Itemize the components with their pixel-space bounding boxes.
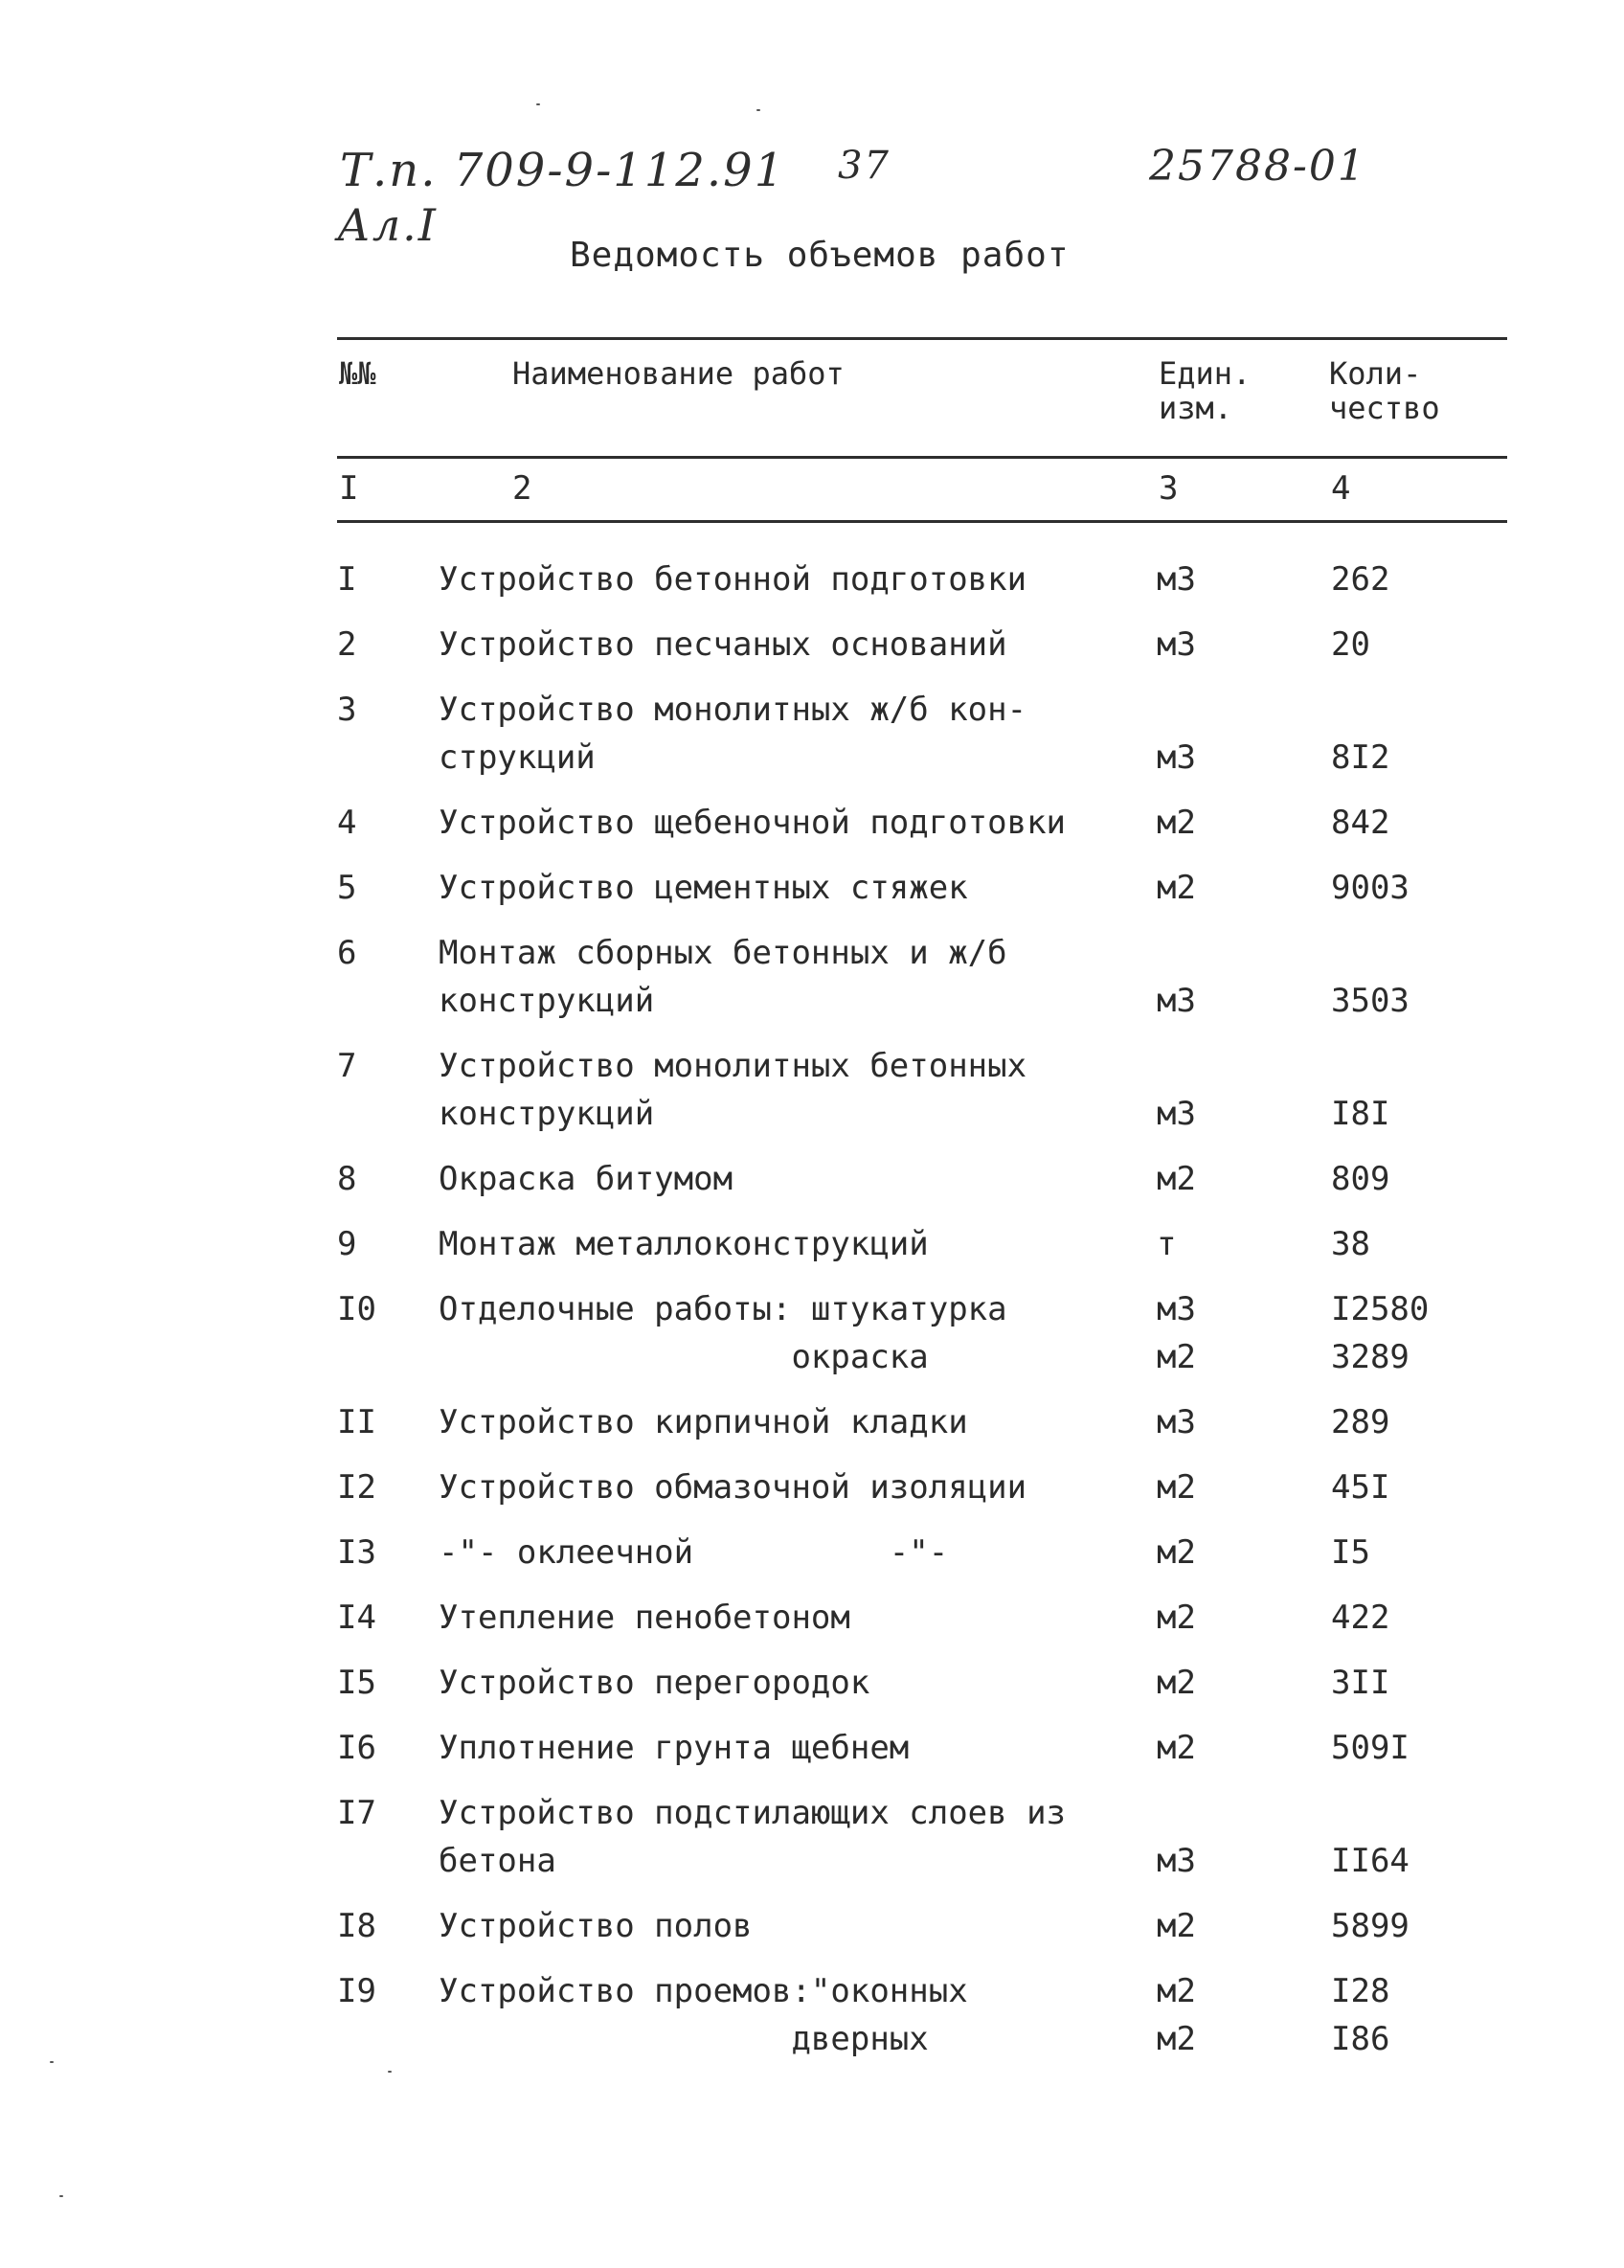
- work-name: [439, 1659, 1128, 1707]
- row-number: 3: [337, 691, 357, 729]
- column-number-2: 2: [512, 469, 532, 508]
- quantity-cell: [1331, 1659, 1522, 1707]
- unit-cell: [1157, 1529, 1281, 1576]
- quantity-cell: [1331, 1463, 1522, 1511]
- table-row: [0, 556, 1624, 603]
- quantity-value: 38: [1331, 1225, 1370, 1263]
- work-name: [439, 1789, 1128, 1885]
- unit-cell: [1157, 556, 1281, 603]
- quantity-value: 842: [1331, 804, 1390, 842]
- unit-value: м3: [1157, 1403, 1196, 1441]
- column-number-4: 4: [1331, 469, 1351, 508]
- work-name-line: Устройство песчаных оснований: [439, 625, 1007, 664]
- row-number: 2: [337, 625, 357, 664]
- work-name-line: Устройство перегородок: [439, 1664, 870, 1702]
- quantity-cell: [1331, 1724, 1522, 1772]
- table-row: [0, 1902, 1624, 1950]
- row-number: I5: [337, 1664, 376, 1702]
- unit-cell: [1157, 864, 1281, 912]
- quantity-value: 262: [1331, 560, 1390, 599]
- work-name-line: Монтаж сборных бетонных и ж/б: [439, 934, 1007, 972]
- table-row: [0, 1789, 1624, 1885]
- quantity-cell: [1331, 977, 1522, 1025]
- table-row: [0, 686, 1624, 782]
- quantity-cell: [1331, 1902, 1522, 1950]
- inventory-number: 25788-01: [1149, 142, 1366, 191]
- table-row: [0, 1529, 1624, 1576]
- table-row: [0, 1155, 1624, 1203]
- quantity-value: 422: [1331, 1599, 1390, 1637]
- quantity-cell: [1331, 1220, 1522, 1268]
- unit-cell: [1157, 1659, 1281, 1707]
- table-header-rule: [337, 456, 1507, 459]
- work-name: [439, 929, 1128, 1025]
- work-name-line: струкций: [439, 738, 596, 777]
- work-name-line: Устройство полов: [439, 1907, 753, 1945]
- table-row: [0, 1967, 1624, 2063]
- quantity-value: 3II: [1331, 1664, 1390, 1702]
- header-qty: [1329, 356, 1440, 425]
- work-name: [439, 1285, 1128, 1381]
- quantity-value: 5899: [1331, 1907, 1410, 1945]
- row-number: 9: [337, 1225, 357, 1263]
- work-name-line: дверных: [439, 2020, 929, 2058]
- row-number: I8: [337, 1907, 376, 1945]
- table-row: [0, 864, 1624, 912]
- quantity-cell: [1331, 799, 1522, 847]
- quantity-value: I2580: [1331, 1290, 1430, 1328]
- table-row: [0, 1220, 1624, 1268]
- row-number: 4: [337, 804, 357, 842]
- header-num: №№: [339, 355, 376, 392]
- table-row: [0, 1398, 1624, 1446]
- quantity-value: 509I: [1331, 1729, 1410, 1767]
- unit-cell: [1157, 734, 1281, 782]
- table-row: [0, 1659, 1624, 1707]
- quantity-value: 3289: [1331, 1338, 1410, 1376]
- work-name: [439, 1155, 1128, 1203]
- table-row: [0, 1285, 1624, 1381]
- scan-speck: [536, 103, 540, 105]
- work-name-line: -"- оклеечной -"-: [439, 1533, 949, 1572]
- quantity-value: 8I2: [1331, 738, 1390, 777]
- header-name: Наименование работ: [512, 355, 845, 392]
- work-name-line: Устройство монолитных бетонных: [439, 1047, 1027, 1085]
- table-row: [0, 1594, 1624, 1642]
- unit-cell: [1157, 1155, 1281, 1203]
- header-qty-line1: Коли-: [1329, 355, 1422, 392]
- header-unit-line2: изм.: [1159, 390, 1233, 426]
- quantity-cell: [1331, 1090, 1522, 1138]
- work-name: [439, 1594, 1128, 1642]
- table-column-number-rule: [337, 520, 1507, 523]
- sheet-number: 37: [838, 144, 891, 188]
- unit-cell: [1157, 1594, 1281, 1642]
- work-name: [439, 864, 1128, 912]
- work-name: [439, 1902, 1128, 1950]
- quantity-value: 809: [1331, 1160, 1390, 1198]
- unit-cell: [1157, 1967, 1281, 2063]
- table-body: [0, 556, 1624, 2080]
- unit-cell: [1157, 1837, 1281, 1885]
- unit-value: м2: [1157, 869, 1196, 907]
- quantity-cell: [1331, 1529, 1522, 1576]
- work-name: [439, 621, 1128, 669]
- row-number: I2: [337, 1468, 376, 1507]
- unit-cell: [1157, 1090, 1281, 1138]
- project-code: Т.п. 709-9-112.91: [340, 144, 786, 197]
- row-number: 7: [337, 1047, 357, 1085]
- unit-value: м2: [1157, 1729, 1196, 1767]
- work-name-line: конструкций: [439, 1095, 655, 1133]
- unit-cell: [1157, 1902, 1281, 1950]
- unit-value: м2: [1157, 1338, 1196, 1376]
- unit-cell: [1157, 1398, 1281, 1446]
- quantity-value: 20: [1331, 625, 1370, 664]
- table-row: [0, 799, 1624, 847]
- work-name: [439, 556, 1128, 603]
- work-name: [439, 686, 1128, 782]
- unit-cell: [1157, 1285, 1281, 1381]
- work-name-line: Уплотнение грунта щебнем: [439, 1729, 910, 1767]
- album-label: Ал.I: [337, 199, 438, 251]
- quantity-cell: [1331, 1285, 1522, 1381]
- work-name: [439, 1463, 1128, 1511]
- unit-cell: [1157, 1724, 1281, 1772]
- scan-speck: [50, 2061, 54, 2063]
- table-row: [0, 1724, 1624, 1772]
- work-name-line: Утепление пенобетоном: [439, 1599, 850, 1637]
- unit-value: м3: [1157, 738, 1196, 777]
- work-name: [439, 799, 1128, 847]
- row-number: II: [337, 1403, 376, 1441]
- quantity-cell: [1331, 734, 1522, 782]
- unit-value: м3: [1157, 1842, 1196, 1880]
- document-title: Ведомость объемов работ: [570, 236, 1070, 275]
- header-unit: [1159, 356, 1251, 425]
- quantity-value: 45I: [1331, 1468, 1390, 1507]
- unit-value: м2: [1157, 1533, 1196, 1572]
- work-name-line: Устройство обмазочной изоляции: [439, 1468, 1027, 1507]
- work-name-line: Устройство цементных стяжек: [439, 869, 968, 907]
- quantity-cell: [1331, 1155, 1522, 1203]
- work-name-line: окраска: [439, 1338, 929, 1376]
- row-number: I4: [337, 1599, 376, 1637]
- quantity-value: I5: [1331, 1533, 1370, 1572]
- unit-value: м2: [1157, 1468, 1196, 1507]
- unit-value: м2: [1157, 804, 1196, 842]
- unit-value: м2: [1157, 1599, 1196, 1637]
- table-top-rule: [337, 337, 1507, 340]
- quantity-value: I28: [1331, 1972, 1390, 2010]
- quantity-cell: [1331, 1398, 1522, 1446]
- unit-value: м3: [1157, 560, 1196, 599]
- row-number: 8: [337, 1160, 357, 1198]
- quantity-value: 9003: [1331, 869, 1410, 907]
- unit-cell: [1157, 977, 1281, 1025]
- table-row: [0, 1042, 1624, 1138]
- quantity-value: 3503: [1331, 982, 1410, 1020]
- work-name: [439, 1398, 1128, 1446]
- row-number: 5: [337, 869, 357, 907]
- unit-cell: [1157, 1220, 1281, 1268]
- work-name: [439, 1529, 1128, 1576]
- unit-value: т: [1157, 1225, 1177, 1263]
- row-number: I3: [337, 1533, 376, 1572]
- work-name-line: Отделочные работы: штукатурка: [439, 1290, 1007, 1328]
- unit-value: м3: [1157, 982, 1196, 1020]
- unit-value: м2: [1157, 1160, 1196, 1198]
- quantity-value: I8I: [1331, 1095, 1390, 1133]
- quantity-cell: [1331, 621, 1522, 669]
- unit-cell: [1157, 1463, 1281, 1511]
- quantity-cell: [1331, 864, 1522, 912]
- unit-cell: [1157, 799, 1281, 847]
- column-number-1: I: [339, 469, 359, 508]
- header-unit-line1: Един.: [1159, 355, 1252, 392]
- row-number: I7: [337, 1794, 376, 1832]
- scan-speck: [59, 2195, 63, 2197]
- quantity-cell: [1331, 556, 1522, 603]
- row-number: I6: [337, 1729, 376, 1767]
- work-name: [439, 1042, 1128, 1138]
- scan-speck: [756, 109, 760, 111]
- quantity-value: I86: [1331, 2020, 1390, 2058]
- table-row: [0, 621, 1624, 669]
- work-name-line: Окраска битумом: [439, 1160, 733, 1198]
- unit-value: м2: [1157, 2020, 1196, 2058]
- work-name-line: Монтаж металлоконструкций: [439, 1225, 929, 1263]
- work-name-line: Устройство монолитных ж/б кон-: [439, 691, 1027, 729]
- table-row: [0, 1463, 1624, 1511]
- unit-value: м2: [1157, 1664, 1196, 1702]
- quantity-cell: [1331, 1837, 1522, 1885]
- work-name-line: Устройство бетонной подготовки: [439, 560, 1027, 599]
- quantity-value: 289: [1331, 1403, 1390, 1441]
- unit-value: м2: [1157, 1907, 1196, 1945]
- row-number: 6: [337, 934, 357, 972]
- unit-value: м3: [1157, 625, 1196, 664]
- header-qty-line2: чество: [1329, 390, 1440, 426]
- work-name-line: Устройство подстилающих слоев из: [439, 1794, 1067, 1832]
- work-name: [439, 1220, 1128, 1268]
- scan-speck: [388, 2071, 392, 2073]
- work-name-line: Устройство проемов:"оконных: [439, 1972, 968, 2010]
- work-name-line: бетона: [439, 1842, 556, 1880]
- unit-value: м3: [1157, 1095, 1196, 1133]
- row-number: I9: [337, 1972, 376, 2010]
- unit-cell: [1157, 621, 1281, 669]
- unit-value: м3: [1157, 1290, 1196, 1328]
- work-name-line: Устройство кирпичной кладки: [439, 1403, 968, 1441]
- work-name: [439, 1967, 1128, 2063]
- work-name: [439, 1724, 1128, 1772]
- work-name-line: конструкций: [439, 982, 655, 1020]
- quantity-cell: [1331, 1967, 1522, 2063]
- quantity-value: II64: [1331, 1842, 1410, 1880]
- table-row: [0, 929, 1624, 1025]
- row-number: I: [337, 560, 357, 599]
- quantity-cell: [1331, 1594, 1522, 1642]
- row-number: I0: [337, 1290, 376, 1328]
- work-name-line: Устройство щебеночной подготовки: [439, 804, 1067, 842]
- column-number-3: 3: [1159, 469, 1179, 508]
- unit-value: м2: [1157, 1972, 1196, 2010]
